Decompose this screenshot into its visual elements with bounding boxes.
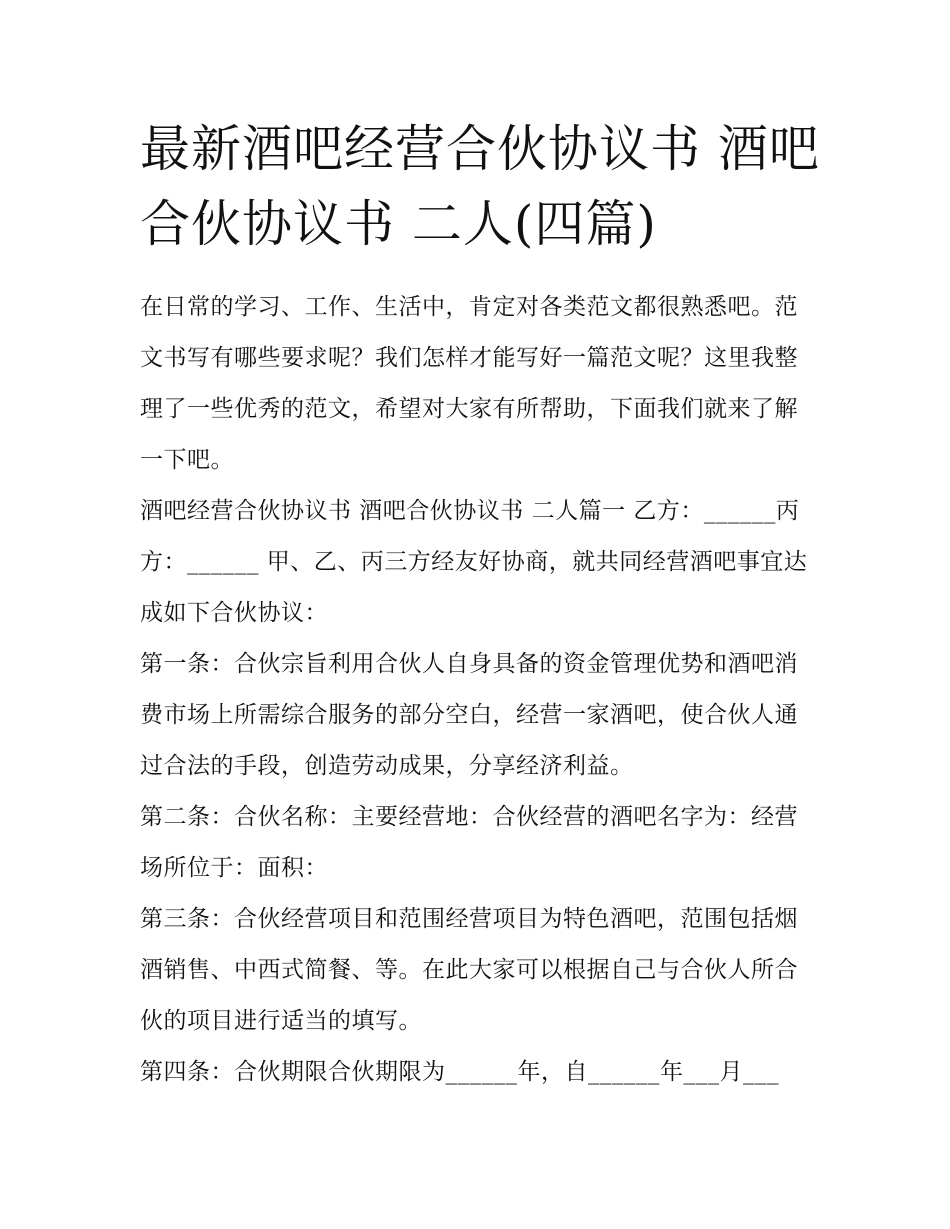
article-4-paragraph: 第四条：合伙期限合伙期限为______年，自______年___月___ — [140, 1059, 779, 1085]
document-title — [140, 112, 820, 262]
parties-paragraph: 酒吧经营合伙协议书 酒吧合伙协议书 二人篇一 乙方：______丙方：______ 甲、乙、丙三方经友好协商，就共同经营酒吧事宜达成如下合伙协议： — [140, 498, 808, 626]
title-line-1: 最新酒吧经营合伙协议书 酒吧 — [140, 120, 820, 178]
article-1-paragraph: 第一条：合伙宗旨利用合伙人自身具备的资金管理优势和酒吧消费市场上所需综合服务的部分空白，经营一家酒吧，使合伙人通过合法的手段，创造劳动成果，分享经济利益。 — [140, 651, 798, 779]
title-line-2: 合伙协议书 二人(四篇) — [140, 195, 657, 253]
document-body — [140, 282, 820, 1098]
article-2-paragraph: 第二条：合伙名称：主要经营地：合伙经营的酒吧名字为：经营场所位于：面积： — [140, 804, 798, 881]
intro-paragraph: 在日常的学习、工作、生活中，肯定对各类范文都很熟悉吧。范文书写有哪些要求呢？我们怎样才能写好一篇范文呢？这里我整理了一些优秀的范文，希望对大家有所帮助，下面我们就来了解一下吧。 — [140, 294, 798, 473]
document-page — [140, 112, 820, 1098]
article-3-paragraph: 第三条：合伙经营项目和范围经营项目为特色酒吧，范围包括烟酒销售、中西式简餐、等。在此大家可以根据自己与合伙人所合伙的项目进行适当的填写。 — [140, 906, 798, 1034]
